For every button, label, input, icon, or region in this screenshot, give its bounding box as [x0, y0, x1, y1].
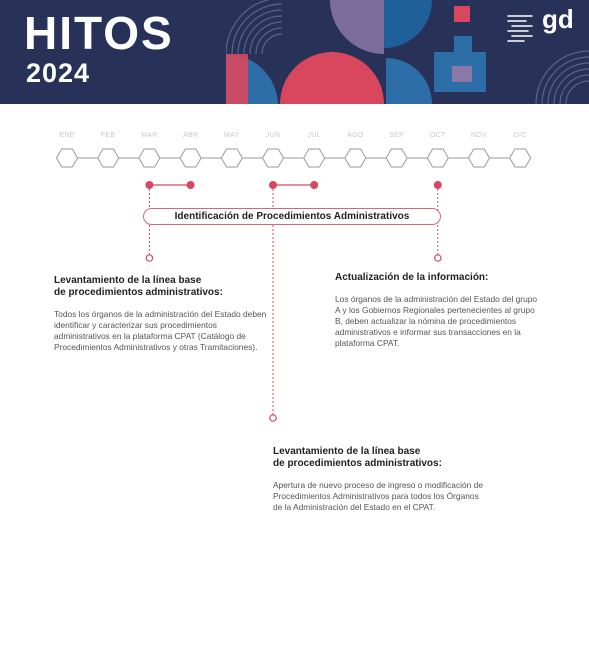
month-label: MAY: [224, 132, 240, 139]
range-dot: [434, 181, 442, 189]
month-hexagon: [427, 149, 448, 167]
range-dot: [145, 181, 153, 189]
month-hexagon: [57, 149, 78, 167]
milestone-title-line: Levantamiento de la línea base: [54, 275, 202, 286]
milestone-title: [335, 272, 540, 284]
month-label: JUL: [307, 132, 321, 139]
month-hexagon: [180, 149, 201, 167]
milestone-marker: [435, 255, 441, 261]
month-label: AGO: [347, 132, 364, 139]
milestone-block-2: [335, 272, 540, 349]
month-hexagon: [304, 149, 325, 167]
month-hexagon: [263, 149, 284, 167]
milestone-title-line: de procedimientos administrativos:: [273, 458, 442, 469]
header-banner: [0, 0, 589, 104]
month-label: ABR: [182, 132, 199, 139]
month-label: NOV: [470, 132, 488, 139]
milestone-body: Los órganos de la administración del Estado del grupo A y los Gobiernos Regionales pertenecientes al grupo B, deben actualizar la nómina de procedimientos administrativos e informar sus transacciones en la plataforma CPAT.: [335, 294, 538, 348]
logo-text: gd: [542, 4, 574, 34]
timeline-graphic: [0, 104, 589, 658]
month-label: MAR: [141, 132, 158, 139]
month-label: JUN: [265, 132, 281, 139]
range-dot: [310, 181, 318, 189]
milestone-body: Todos los órganos de la administración del Estado deben identificar y caracterizar sus procedimientos administrativos en la plataforma CPAT (Catálogo de Procedimientos Administrativos y otras Tramitaciones).: [54, 309, 267, 352]
milestone-block-1: [54, 275, 274, 353]
month-hexagon: [221, 149, 242, 167]
range-dot: [269, 181, 277, 189]
month-hexagon: [469, 149, 490, 167]
month-hexagon: [386, 149, 407, 167]
process-label: Identificación de Procedimientos Administrativos: [143, 208, 441, 225]
milestone-title-line: de procedimientos administrativos:: [54, 287, 223, 298]
timeline: [0, 104, 589, 658]
milestone-title-line: Levantamiento de la línea base: [273, 446, 421, 457]
month-label: ENE: [59, 132, 75, 139]
milestone-marker: [270, 415, 276, 421]
milestone-title-line: Actualización de la información:: [335, 272, 489, 283]
milestone-title: [273, 446, 483, 470]
month-hexagon: [510, 149, 531, 167]
milestone-marker: [146, 255, 152, 261]
month-hexagon: [98, 149, 119, 167]
milestone-body: Apertura de nuevo proceso de ingreso o modificación de Procedimientos Administrativos para todos los Órganos de la Administración del Estado en el CPAT.: [273, 480, 483, 512]
month-hexagon: [139, 149, 160, 167]
month-label: SEP: [389, 132, 405, 139]
month-hexagon: [345, 149, 366, 167]
page-title: HITOS: [24, 7, 174, 59]
milestone-block-3: [273, 446, 483, 513]
month-label: FEB: [100, 132, 116, 139]
month-label: OCT: [429, 132, 446, 139]
range-dot: [187, 181, 195, 189]
month-label: DIC: [513, 132, 527, 139]
page-year: 2024: [26, 58, 91, 88]
milestone-title: [54, 275, 274, 299]
